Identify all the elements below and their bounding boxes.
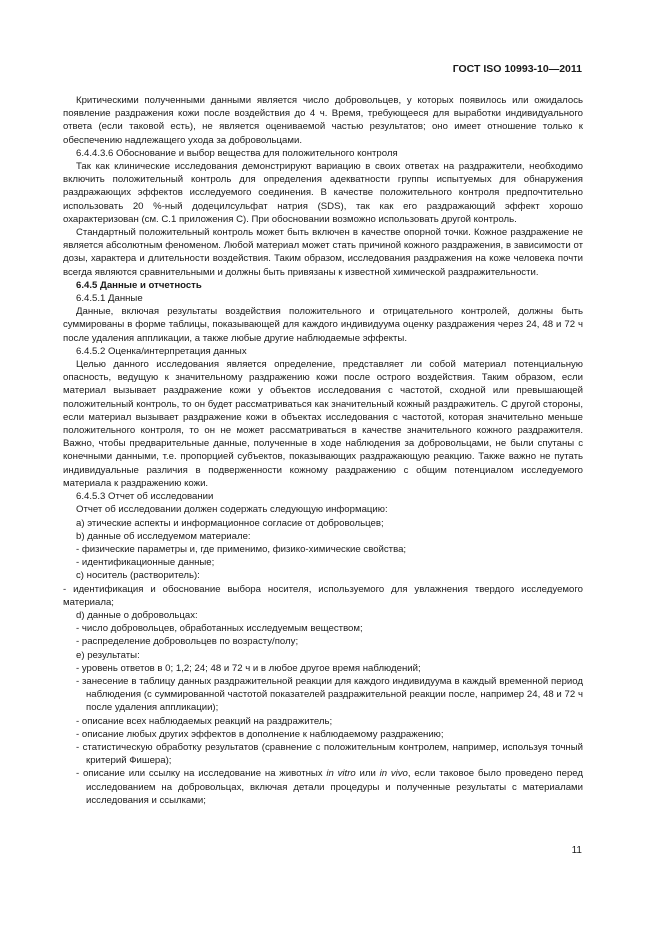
paragraph: b) данные об исследуемом материале: <box>76 530 251 542</box>
paragraph: а) этические аспекты и информационное согласие от добровольцев; <box>76 517 384 529</box>
paragraph: - занесение в таблицу данных раздражительной реакции для каждого индивидуума в каждый временной период наблюдения (с суммированной частотой показателей раздражительной реакции после, например 24, 48 и 72 ч после удаления аппликации); <box>76 675 583 714</box>
paragraph: - физические параметры и, где применимо, физико-химические свойства; <box>76 543 407 555</box>
document-body <box>63 94 583 807</box>
text-run: in vitro <box>326 768 356 780</box>
text-run: in vivo <box>379 768 408 780</box>
page-number: 11 <box>571 845 582 856</box>
document-header: ГОСТ ISO 10993-10—2011 <box>452 63 582 75</box>
paragraph: 6.4.4.3.6 Обоснование и выбор вещества для положительного контроля <box>76 147 398 159</box>
paragraph: Стандартный положительный контроль может быть включен в качестве опорной точки. Кожное раздражение не является абсолютным феноменом. Любой материал может стать причиной кожного раздражения, в зависимости от дозы, характера и длительности воздействия. Таким образом, исследования раздражения на коже человека почти всегда являются сравнительными и должны быть привязаны к известной химической раздражительности. <box>63 227 583 278</box>
text-run: - описание или ссылку на исследование на животных <box>76 768 327 780</box>
paragraph: Критическими полученными данными является число добровольцев, у которых появилось или ожидалось появление раздражения кожи после воздействия до 4 ч. Время, требующееся для выработки индивидуального ответа (если таковой есть), не является оцениваемой частью результатов; оно имеет отношение только к обеспечению надлежащего ухода за добровольцами. <box>63 95 583 146</box>
paragraph: Так как клинические исследования демонстрируют вариацию в своих ответах на раздражители, необходимо включить положительный контроль для определения адекватности группы испытуемых для обнаружения раздражающих эффектов исследуемого соединения. В качестве положительного контроля предпочтительно использовать 20 %-ный додецилсульфат натрия (SDS), так как его раздражающий эффект хорошо охарактеризован (см. С.1 приложения С). При обосновании возможно использовать другой контроль. <box>63 161 583 225</box>
paragraph: 6.4.5.1 Данные <box>76 293 143 305</box>
paragraph: Целью данного исследования является определение, представляет ли собой материал потенциальную опасность, ведущую к значительному раздражению кожи после острого воздействия. Таким образом, если материал вызывает раздражение кожи у объектов исследования с частотой, сходной или превышающей положительный контроль, то он будет рассматриваться как значительный кожный раздражитель. С другой стороны, если материал вызывает раздражение кожи в объектах исследования с частотой, которая значительно меньше положительного контроля, то он не может рассматриваться в качестве значительного кожного раздражителя. Важно, чтобы предварительные данные, полученные в ходе наблюдения за добровольцами, не были спутаны с конечными данными, т.е. пропорцией субъектов, показывающих раздражающую реакцию. Также важно не путать индивидуальные различия в подверженности кожному раздражению с общим потенциалом исследуемого материала к раздражению кожи. <box>63 359 583 489</box>
paragraph: - число добровольцев, обработанных исследуемым веществом; <box>76 623 363 635</box>
text-run: , если таковое было проведено перед исследованием на добровольцах, включая детали процедуры и полученные результаты с материалами исследования и ссылками; <box>86 768 584 806</box>
paragraph: 6.4.5 Данные и отчетность <box>76 279 202 291</box>
paragraph: d) данные о добровольцах: <box>76 609 198 621</box>
paragraph: е) результаты: <box>76 649 140 661</box>
text-run: или <box>355 768 380 780</box>
paragraph: - идентификация и обоснование выбора носителя, используемого для увлажнения твердого исследуемого материала; <box>63 583 583 608</box>
paragraph: - статистическую обработку результатов (сравнение с положительным контролем, например, используя точный критерий Фишера); <box>76 741 583 767</box>
paragraph: 6.4.5.3 Отчет об исследовании <box>76 491 214 503</box>
paragraph: Данные, включая результаты воздействия положительного и отрицательного контролей, должны быть суммированы в форме таблицы, показывающей для каждого индивидуума оценку раздражения через 24, 48 и 72 ч после удаления аппликации, а также любые другие наблюдаемые эффекты. <box>63 306 583 344</box>
paragraph: - описание любых других эффектов в дополнение к наблюдаемому раздражению; <box>76 728 444 740</box>
paragraph: 6.4.5.2 Оценка/интерпретация данных <box>76 345 247 357</box>
paragraph: Отчет об исследовании должен содержать следующую информацию: <box>76 504 388 516</box>
paragraph: с) носитель (растворитель): <box>76 570 200 582</box>
paragraph: - описание всех наблюдаемых реакций на раздражитель; <box>76 715 333 727</box>
paragraph <box>63 767 583 807</box>
paragraph: - идентификационные данные; <box>76 557 215 569</box>
paragraph: - распределение добровольцев по возрасту/полу; <box>76 636 299 648</box>
paragraph: - уровень ответов в 0; 1,2; 24; 48 и 72 ч и в любое другое время наблюдений; <box>76 662 421 674</box>
